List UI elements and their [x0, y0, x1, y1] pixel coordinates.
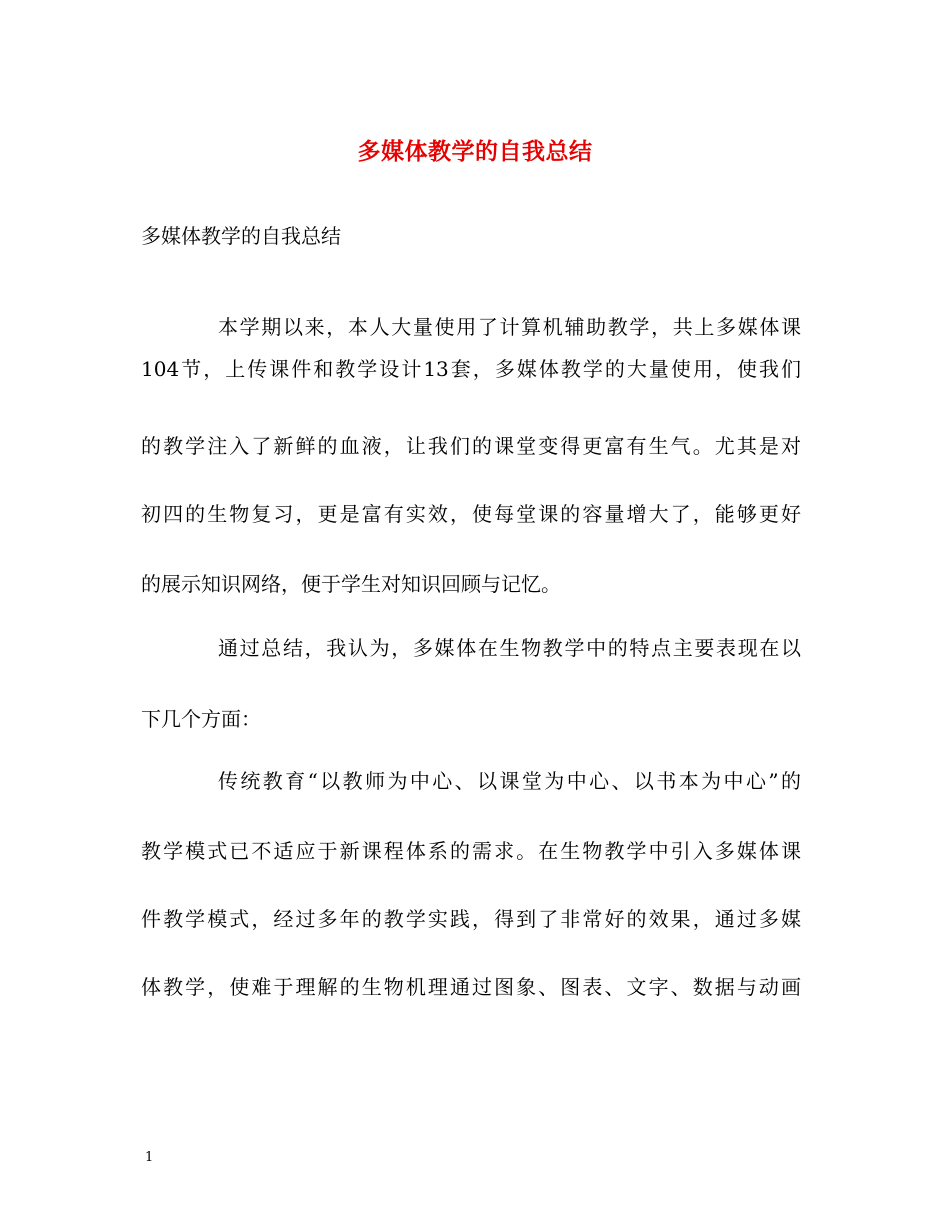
paragraph-line: 的展示知识网络，便于学生对知识回顾与记忆。	[141, 572, 561, 596]
paragraph-line: 的教学注入了新鲜的血液，让我们的课堂变得更富有生气。尤其是对	[141, 434, 801, 458]
page-number: 1	[145, 1150, 154, 1165]
paragraph-line: 体教学，使难于理解的生物机理通过图象、图表、文字、数据与动画	[141, 975, 801, 999]
paragraph-line: 本学期以来，本人大量使用了计算机辅助教学，共上多媒体课	[218, 315, 801, 339]
paragraph-line: 初四的生物复习，更是富有实效，使每堂课的容量增大了，能够更好	[141, 502, 801, 526]
paragraph-line: 通过总结，我认为，多媒体在生物教学中的特点主要表现在以	[218, 636, 801, 660]
paragraph-line: 件教学模式，经过多年的教学实践，得到了非常好的效果，通过多媒	[141, 907, 801, 931]
document-title: 多媒体教学的自我总结	[357, 138, 593, 165]
paragraph-line: 传统教育“以教师为中心、以课堂为中心、以书本为中心”的	[218, 769, 801, 793]
document-subtitle: 多媒体教学的自我总结	[141, 224, 341, 248]
paragraph-line: 104节，上传课件和教学设计13套，多媒体教学的大量使用，使我们	[141, 357, 801, 381]
paragraph-line: 教学模式已不适应于新课程体系的需求。在生物教学中引入多媒体课	[141, 839, 801, 863]
paragraph-line: 下几个方面：	[141, 707, 261, 731]
